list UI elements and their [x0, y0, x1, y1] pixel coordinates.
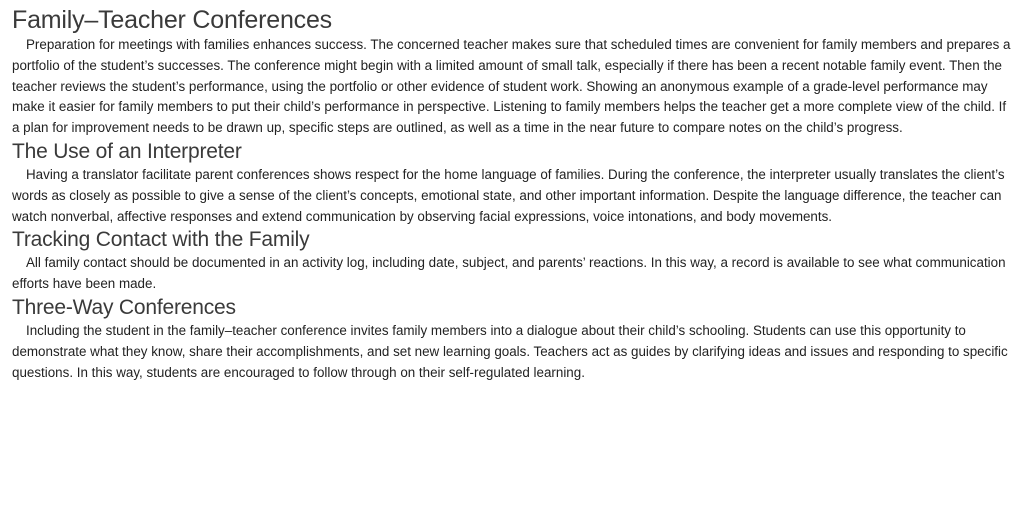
family-teacher-conferences-paragraph: Preparation for meetings with families enhances success. The concerned teacher makes sure that scheduled times are convenient for family members and prepares a portfolio of the student’s successes. The conference might begin with a limited amount of small talk, especially if there has been a recent notable family event. Then the teacher reviews the student’s performance, using the portfolio or other evidence of student work. Showing an anonymous example of a grade-level performance may make it easier for family members to put their child’s performance in perspective. Listening to family members helps the teacher get a more complete view of the child. If a plan for improvement needs to be drawn up, specific steps are outlined, as well as a time in the near future to compare notes on the child’s progress.: [12, 37, 1011, 136]
interpreter-paragraph: Having a translator facilitate parent conferences shows respect for the home language of families. During the conference, the interpreter usually translates the client’s words as closely as possible to give a sense of the client’s concepts, emotional state, and other important information. Despite the language difference, the teacher can watch nonverbal, affective responses and extend communication by observing facial expressions, voice intonations, and body movements.: [12, 166, 1005, 224]
tracking-contact-paragraph: All family contact should be documented in an activity log, including date, subject, and parents’ reactions. In this way, a record is available to see what communication efforts have been made.: [12, 255, 1006, 292]
interpreter-heading: The Use of an Interpreter: [12, 139, 242, 163]
tracking-contact-heading: Tracking Contact with the Family: [12, 228, 310, 252]
three-way-conferences-heading: Three-Way Conferences: [12, 295, 236, 319]
three-way-conferences-paragraph: Including the student in the family–teacher conference invites family members into a dialogue about their child’s schooling. Students can use this opportunity to demonstrate what they know, share their accomplishments, and set new learning goals. Teachers act as guides by clarifying ideas and issues and responding to specific questions. In this way, students are encouraged to follow through on their self-regulated learning.: [12, 322, 1008, 380]
page-title: Family–Teacher Conferences: [12, 6, 332, 34]
